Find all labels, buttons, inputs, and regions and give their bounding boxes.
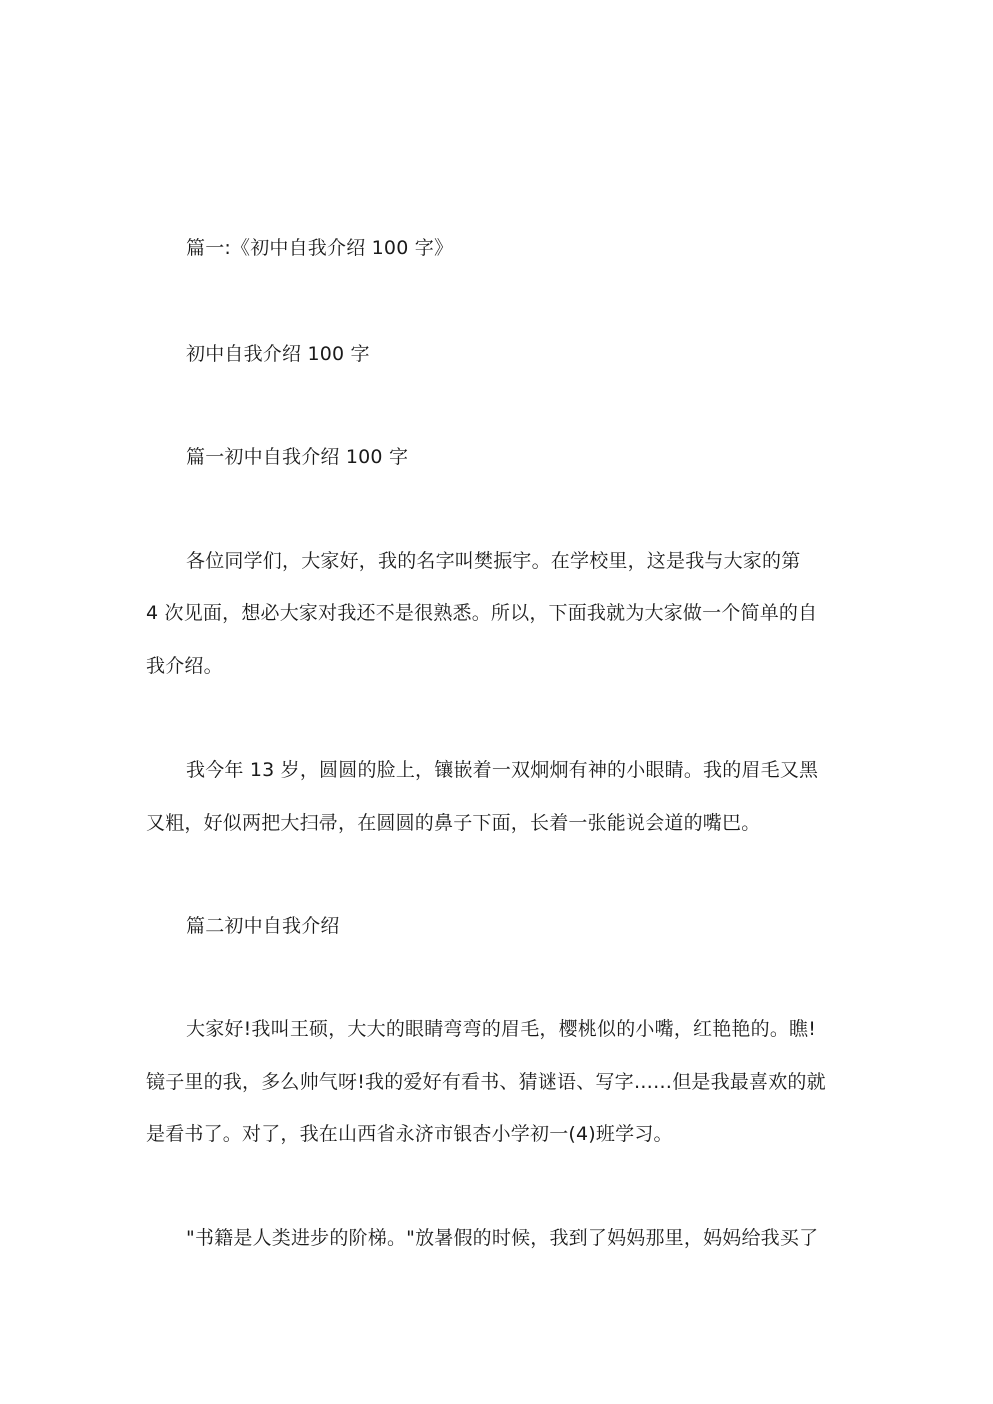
paragraph-line: 镜子里的我，多么帅气呀!我的爱好有看书、猜谜语、写字……但是我最喜欢的就 <box>146 1071 826 1093</box>
heading-article-two: 篇二初中自我介绍 <box>186 915 340 937</box>
paragraph-line: "书籍是人类进步的阶梯。"放暑假的时候，我到了妈妈那里，妈妈给我买了 <box>186 1227 819 1249</box>
paragraph-line: 各位同学们，大家好，我的名字叫樊振宇。在学校里，这是我与大家的第 <box>186 550 801 572</box>
paragraph-line: 大家好!我叫王硕，大大的眼睛弯弯的眉毛，樱桃似的小嘴，红艳艳的。瞧! <box>186 1018 817 1040</box>
heading-article-one-title: 篇一:《初中自我介绍 100 字》 <box>186 237 454 259</box>
paragraph-line: 又粗，好似两把大扫帚，在圆圆的鼻子下面，长着一张能说会道的嘴巴。 <box>146 812 761 834</box>
paragraph-line: 我介绍。 <box>146 655 223 677</box>
paragraph-line: 4 次见面，想必大家对我还不是很熟悉。所以，下面我就为大家做一个简单的自 <box>146 602 818 624</box>
paragraph-line: 我今年 13 岁，圆圆的脸上，镶嵌着一双炯炯有神的小眼睛。我的眉毛又黑 <box>186 759 819 781</box>
paragraph-line: 是看书了。对了，我在山西省永济市银杏小学初一(4)班学习。 <box>146 1123 673 1145</box>
heading-article-one: 篇一初中自我介绍 100 字 <box>186 446 409 468</box>
heading-subtitle: 初中自我介绍 100 字 <box>186 343 370 365</box>
